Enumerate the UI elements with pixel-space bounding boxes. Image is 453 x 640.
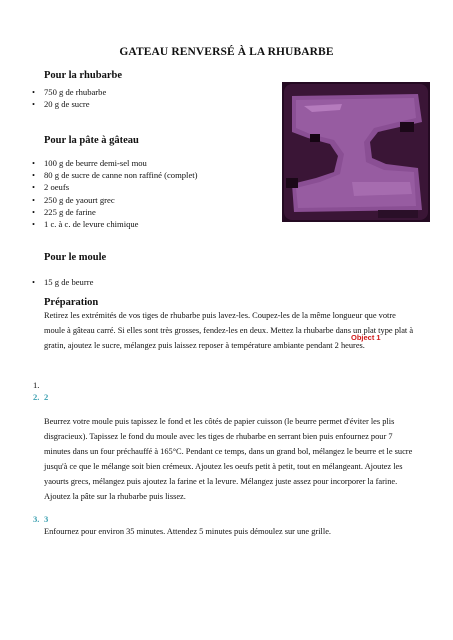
list-rhubarbe xyxy=(32,86,106,110)
cake-image xyxy=(282,82,430,222)
document-title: GATEAU RENVERSÉ À LA RHUBARBE xyxy=(119,46,334,58)
object-label: Object 1 xyxy=(351,333,381,342)
list-item: • 750 g de rhubarbe xyxy=(32,86,106,98)
list-item: • 225 g de farine xyxy=(32,206,198,218)
heading-pate: Pour la pâte à gâteau xyxy=(44,135,139,146)
list-item: • 2 oeufs xyxy=(32,181,198,193)
step-1-text: Retirez les extrémités de vos tiges de rhubarbe puis lavez-les. Coupez-les de la même longueur que votre moule à gâteau carré. Si elles sont très grosses, fendez-les en deux. Mettez la rhubarbe dans un plat type plat à gratin, ajoutez le sucre, mélangez puis laissez reposer à température ambiante pendant 2 heures. xyxy=(44,311,414,350)
list-number-2: 2. xyxy=(33,392,40,402)
list-item: • 80 g de sucre de canne non raffiné (complet) xyxy=(32,169,198,181)
list-item: • 20 g de sucre xyxy=(32,98,106,110)
list-number-2-label: 2 xyxy=(44,392,49,402)
list-moule xyxy=(32,276,93,288)
heading-rhubarbe: Pour la rhubarbe xyxy=(44,70,122,81)
list-number-1: 1. xyxy=(33,380,40,390)
heading-preparation: Préparation xyxy=(44,297,99,308)
heading-moule: Pour le moule xyxy=(44,252,107,263)
step-2-text: Beurrez votre moule puis tapissez le fond et les côtés de papier cuisson (le beurre permet d'éviter les plis disgracieux). Tapissez le fond du moule avec les tiges de rhubarbe en serrant bien puis enfournez pour 7 minutes dans un four préchauffé à 165°C. Pendant ce temps, dans un grand bol, mélangez le beurre et le sucre jusqu'à ce que le mélange soit bien crémeux. Ajoutez les oeufs petit à petit, tout en mélangeant. Ajoutez les yaourts grecs, mélangez puis ajoutez la farine et la levure. Mélangez juste assez pour incorporer la farine. Ajoutez la pâte sur la rhubarbe puis lissez. xyxy=(44,417,413,501)
list-item: • 250 g de yaourt grec xyxy=(32,194,198,206)
list-item: • 100 g de beurre demi-sel mou xyxy=(32,157,198,169)
step-3-text: Enfournez pour environ 35 minutes. Attendez 5 minutes puis démoulez sur une grille. xyxy=(44,527,332,536)
list-number-3: 3. xyxy=(33,514,40,524)
list-number-3-label: 3 xyxy=(44,514,49,524)
cake-image-graphic xyxy=(282,82,430,222)
list-item: • 1 c. à c. de levure chimique xyxy=(32,218,198,230)
list-pate xyxy=(32,157,198,230)
list-item: • 15 g de beurre xyxy=(32,276,93,288)
